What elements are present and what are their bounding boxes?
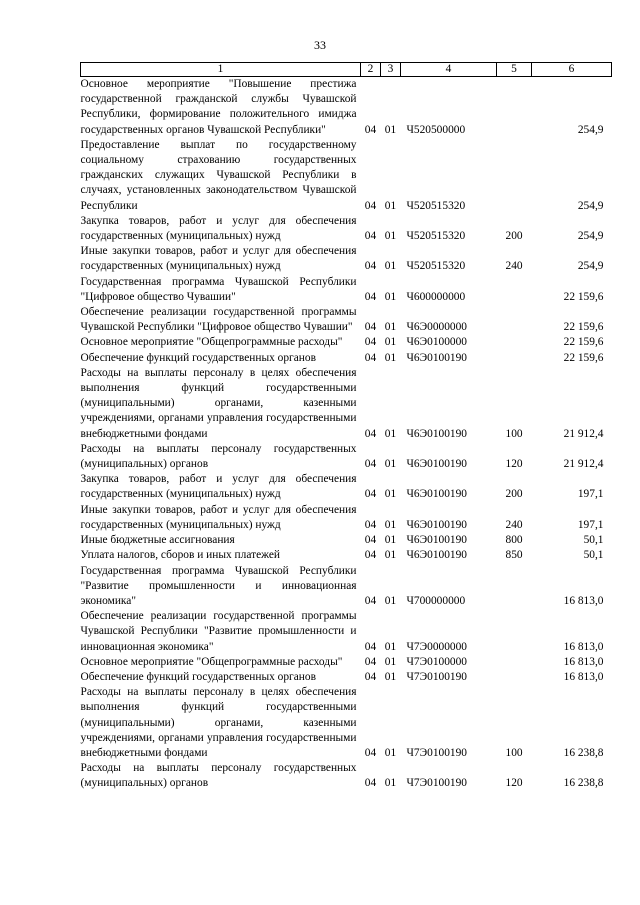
row-subsection: 01: [384, 549, 397, 562]
row-amount: 16 238,8: [563, 746, 604, 759]
row-section: 04: [364, 518, 377, 531]
header-col-amount: 6: [532, 63, 612, 77]
table-row: [81, 564, 612, 610]
table-row: [81, 351, 612, 366]
row-expense-type: 100: [505, 746, 523, 759]
header-row: [81, 63, 612, 77]
row-section: 04: [364, 351, 377, 364]
row-name: Иные закупки товаров, работ и услуг для обеспечения государственных (муниципальных) нужд: [80, 245, 357, 273]
row-target-code: Ч6Э0100190: [406, 534, 467, 547]
row-amount: 254,9: [577, 199, 604, 212]
row-target-code: Ч520500000: [406, 123, 466, 136]
row-name: Закупка товаров, работ и услуг для обеспечения государственных (муниципальных) нужд: [80, 214, 357, 243]
row-name: Расходы на выплаты персоналу государственных (муниципальных) органов: [80, 442, 357, 471]
row-section: 04: [364, 655, 377, 668]
row-target-code: Ч6Э0100190: [406, 518, 467, 531]
table-row: [81, 244, 612, 274]
row-target-code: Ч7Э0100190: [406, 670, 467, 683]
table-row: [81, 670, 612, 685]
table-row: [81, 548, 612, 563]
row-expense-type: [497, 275, 532, 305]
row-subsection: 01: [384, 321, 397, 334]
row-amount: 16 813,0: [563, 655, 604, 668]
row-expense-type: 100: [505, 427, 523, 440]
page-number: 33: [314, 38, 326, 52]
row-amount: 16 238,8: [563, 777, 604, 790]
row-subsection: 01: [384, 640, 397, 653]
row-expense-type: [497, 351, 532, 366]
row-target-code: Ч700000000: [406, 594, 466, 607]
row-target-code: Ч520515320: [406, 230, 466, 243]
table-row: [81, 761, 612, 791]
row-amount: 21 912,4: [563, 427, 604, 440]
row-amount: 197,1: [577, 518, 604, 531]
row-name: Расходы на выплаты персоналу государственных (муниципальных) органов: [80, 762, 357, 790]
row-expense-type: [497, 670, 532, 685]
row-expense-type: 240: [505, 260, 523, 273]
row-target-code: Ч6Э0100000: [406, 336, 467, 349]
row-section: 04: [364, 336, 377, 349]
row-subsection: 01: [384, 746, 397, 759]
table-body: [81, 77, 612, 792]
row-target-code: Ч6Э0000000: [406, 321, 467, 334]
row-amount: 197,1: [577, 488, 604, 501]
row-name: Предоставление выплат по государственному социальному страхованию государственных гражданских служащих Чувашской Республики в случаях, установленных законодательством Чувашской Республики: [80, 138, 357, 212]
row-name: Обеспечение реализации государственной программы Чувашской Республики "Развитие промышленности и инновационная экономика": [80, 610, 357, 653]
row-section: 04: [364, 199, 377, 212]
table-row: [81, 275, 612, 305]
table-row: [81, 472, 612, 502]
row-subsection: 01: [384, 534, 397, 547]
row-section: 04: [364, 777, 377, 790]
row-name: Государственная программа Чувашской Республики "Цифровое общество Чувашии": [80, 275, 357, 303]
row-section: 04: [364, 260, 377, 273]
row-name: Расходы на выплаты персоналу в целях обеспечения выполнения функций государственными (муниципальными) органами, казенными учреждениями, органами управления государственными внебюджетными фондами: [80, 366, 357, 440]
row-expense-type: 200: [505, 488, 523, 501]
row-subsection: 01: [384, 336, 397, 349]
row-subsection: 01: [384, 123, 397, 136]
row-section: 04: [364, 230, 377, 243]
row-target-code: Ч6Э0100190: [406, 458, 467, 471]
row-target-code: Ч6Э0100190: [406, 351, 467, 364]
table-row: [81, 138, 612, 214]
row-name: Основное мероприятие "Общепрограммные расходы": [80, 336, 343, 349]
row-amount: 22 159,6: [563, 321, 604, 334]
row-subsection: 01: [384, 458, 397, 471]
table-row: [81, 685, 612, 761]
row-section: 04: [364, 488, 377, 501]
row-section: 04: [364, 549, 377, 562]
table-row: [81, 533, 612, 548]
table-row: [81, 442, 612, 472]
table-row: [81, 77, 612, 138]
row-amount: 254,9: [577, 230, 604, 243]
row-expense-type: 240: [505, 518, 523, 531]
row-subsection: 01: [384, 488, 397, 501]
row-subsection: 01: [384, 594, 397, 607]
row-target-code: Ч600000000: [406, 290, 466, 303]
row-name: Обеспечение функций государственных органов: [80, 351, 316, 364]
row-name: Государственная программа Чувашской Республики "Развитие промышленности и инновационная экономика": [80, 564, 357, 607]
row-expense-type: [497, 77, 532, 138]
table-row: [81, 609, 612, 655]
row-expense-type: [497, 655, 532, 670]
row-section: 04: [364, 321, 377, 334]
header-col-subsection: 3: [381, 63, 401, 77]
row-name: Иные закупки товаров, работ и услуг для обеспечения государственных (муниципальных) нужд: [80, 503, 357, 531]
row-target-code: Ч6Э0100190: [406, 488, 467, 501]
budget-table: [80, 62, 612, 792]
row-expense-type: 800: [505, 534, 523, 547]
row-name: Обеспечение функций государственных органов: [80, 670, 316, 683]
table-row: [81, 655, 612, 670]
row-amount: 254,9: [577, 123, 604, 136]
row-name: Основное мероприятие "Общепрограммные расходы": [80, 655, 343, 668]
row-name: Закупка товаров, работ и услуг для обеспечения государственных (муниципальных) нужд: [80, 473, 357, 501]
row-name: Обеспечение реализации государственной программы Чувашской Республики "Цифровое общество Чувашии": [80, 306, 357, 334]
row-target-code: Ч6Э0100190: [406, 549, 467, 562]
header-col-target-code: 4: [401, 63, 497, 77]
row-section: 04: [364, 123, 377, 136]
row-subsection: 01: [384, 518, 397, 531]
row-section: 04: [364, 640, 377, 653]
row-section: 04: [364, 670, 377, 683]
row-expense-type: 200: [505, 230, 523, 243]
row-amount: 16 813,0: [563, 670, 604, 683]
row-section: 04: [364, 746, 377, 759]
row-target-code: Ч520515320: [406, 260, 466, 273]
row-target-code: Ч520515320: [406, 199, 466, 212]
row-amount: 16 813,0: [563, 594, 604, 607]
row-section: 04: [364, 458, 377, 471]
row-name: Иные бюджетные ассигнования: [80, 534, 235, 547]
row-subsection: 01: [384, 260, 397, 273]
row-subsection: 01: [384, 290, 397, 303]
row-subsection: 01: [384, 427, 397, 440]
row-name: Основное мероприятие "Повышение престижа государственной гражданской службы Чувашской Республики, формирование положительного имиджа государственных органов Чувашской Республики": [80, 78, 357, 136]
row-subsection: 01: [384, 230, 397, 243]
table-row: [81, 305, 612, 335]
row-amount: 22 159,6: [563, 351, 604, 364]
row-amount: 50,1: [583, 549, 604, 562]
row-target-code: Ч7Э0100190: [406, 746, 467, 759]
table-header: [81, 63, 612, 77]
row-amount: 22 159,6: [563, 336, 604, 349]
row-target-code: Ч7Э0000000: [406, 640, 467, 653]
row-amount: 16 813,0: [563, 640, 604, 653]
row-subsection: 01: [384, 199, 397, 212]
row-section: 04: [364, 594, 377, 607]
table-row: [81, 366, 612, 442]
row-subsection: 01: [384, 670, 397, 683]
table-row: [81, 214, 612, 244]
row-subsection: 01: [384, 351, 397, 364]
row-expense-type: 850: [505, 549, 523, 562]
header-col-section: 2: [361, 63, 381, 77]
row-section: 04: [364, 290, 377, 303]
row-target-code: Ч6Э0100190: [406, 427, 467, 440]
header-col-expense-type: 5: [497, 63, 532, 77]
row-expense-type: 120: [505, 458, 523, 471]
row-expense-type: 120: [505, 777, 523, 790]
row-expense-type: [497, 138, 532, 214]
row-expense-type: [497, 609, 532, 655]
row-amount: 50,1: [583, 534, 604, 547]
row-expense-type: [497, 564, 532, 610]
table-row: [81, 503, 612, 533]
row-expense-type: [497, 335, 532, 350]
row-section: 04: [364, 534, 377, 547]
row-section: 04: [364, 427, 377, 440]
row-amount: 254,9: [577, 260, 604, 273]
row-subsection: 01: [384, 777, 397, 790]
row-name: Расходы на выплаты персоналу в целях обеспечения выполнения функций государственными (муниципальными) органами, казенными учреждениями, органами управления государственными внебюджетными фондами: [80, 686, 357, 759]
header-col-name: 1: [81, 63, 361, 77]
row-amount: 22 159,6: [563, 290, 604, 303]
row-name: Уплата налогов, сборов и иных платежей: [80, 549, 280, 562]
table-row: [81, 335, 612, 350]
row-expense-type: [497, 305, 532, 335]
row-target-code: Ч7Э0100000: [406, 655, 467, 668]
row-subsection: 01: [384, 655, 397, 668]
row-amount: 21 912,4: [563, 458, 604, 471]
row-target-code: Ч7Э0100190: [406, 777, 467, 790]
